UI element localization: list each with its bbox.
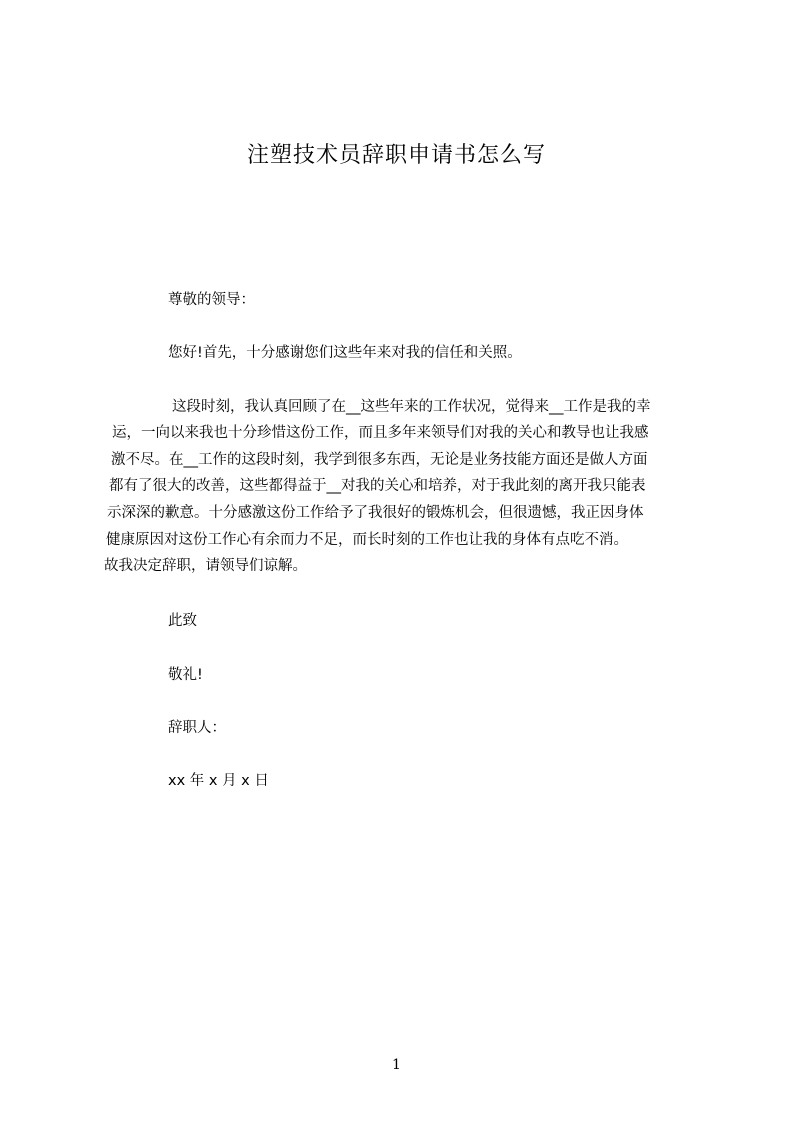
body-line: 这段时刻，我认真回顾了在__这些年来的工作状况，觉得来__工作是我的幸 — [172, 399, 651, 415]
greeting-line: 您好!首先，十分感谢您们这些年来对我的信任和关照。 — [168, 345, 522, 361]
body-line: 运，一向以来我也十分珍惜这份工作，而且多年来领导们对我的关心和教导也让我感 — [112, 425, 649, 441]
date-line: xx 年 x 月 x 日 — [168, 773, 269, 789]
body-line: 故我决定辞职，请领导们谅解。 — [104, 558, 307, 574]
document-title: 注塑技术员辞职申请书怎么写 — [246, 143, 546, 168]
salutation: 尊敬的领导： — [168, 292, 255, 308]
page-number: 1 — [392, 1057, 401, 1073]
body-line: 都有了很大的改善，这些都得益于__对我的关心和培养，对于我此刻的离开我只能表 — [109, 478, 646, 494]
closing-line: 此致 — [168, 613, 197, 629]
signature-label: 辞职人： — [168, 720, 226, 736]
body-line: 健康原因对这份工作心有余而力不足，而长时刻的工作也让我的身体有点吃不消。 — [106, 532, 628, 548]
body-line: 示深深的歉意。十分感激这份工作给予了我很好的锻炼机会，但很遗憾，我正因身体 — [107, 505, 644, 521]
regards-line: 敬礼! — [168, 667, 203, 683]
body-line: 激不尽。在__工作的这段时刻，我学到很多东西，无论是业务技能方面还是做人方面 — [111, 452, 648, 468]
